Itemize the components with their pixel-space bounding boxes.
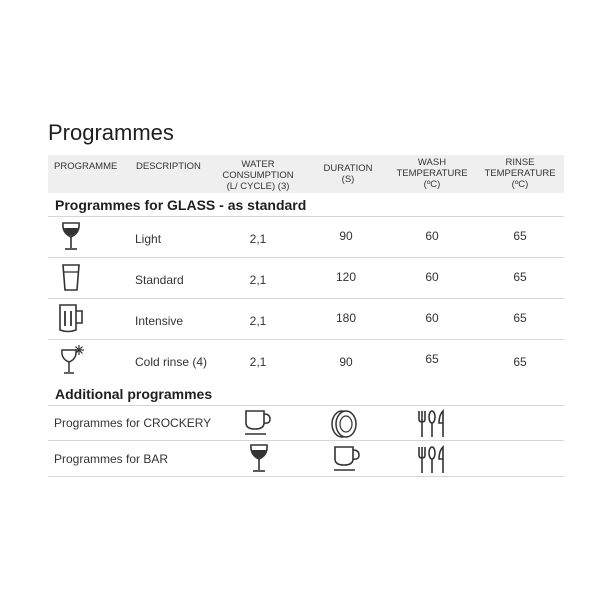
row-duration: 180 (335, 311, 357, 325)
header-rinse-temp: RINSE TEMPERATURE (ºC) (484, 157, 556, 190)
row-duration: 90 (339, 229, 353, 243)
row-water: 2,1 (249, 232, 267, 246)
section-title-additional: Additional programmes (55, 386, 213, 402)
row-description: Intensive (135, 314, 184, 328)
row-wash-temp: 65 (425, 352, 439, 366)
cutlery-icon (417, 445, 447, 475)
table-header (48, 155, 564, 193)
divider (48, 405, 564, 406)
row-wash-temp: 60 (425, 270, 439, 284)
divider (48, 476, 564, 477)
tumbler-glass-icon (61, 263, 81, 293)
row-water: 2,1 (249, 314, 267, 328)
plates-icon (330, 409, 358, 439)
header-description: DESCRIPTION (136, 161, 201, 172)
wine-glass-icon (60, 222, 82, 254)
cutlery-icon (417, 409, 447, 439)
row-description: Standard (135, 273, 184, 287)
divider (48, 257, 564, 258)
cup-icon (244, 409, 272, 437)
row-water: 2,1 (249, 355, 267, 369)
header-programme: PROGRAMME (54, 161, 118, 172)
row-description: Light (135, 232, 162, 246)
divider (48, 216, 564, 217)
header-duration: DURATION (S) (323, 163, 373, 185)
cup-icon (333, 445, 361, 473)
row-rinse-temp: 65 (513, 270, 527, 284)
row-duration: 120 (335, 270, 357, 284)
row-water: 2,1 (249, 273, 267, 287)
row-duration: 90 (339, 355, 353, 369)
additional-row-label: Programmes for BAR (54, 452, 169, 466)
wine-glass-icon (248, 444, 270, 476)
row-rinse-temp: 65 (513, 311, 527, 325)
cold-rinse-glass-icon (60, 344, 86, 376)
row-wash-temp: 60 (425, 311, 439, 325)
divider (48, 440, 564, 441)
row-rinse-temp: 65 (513, 229, 527, 243)
row-wash-temp: 60 (425, 229, 439, 243)
divider (48, 298, 564, 299)
page-title: Programmes (48, 120, 174, 145)
additional-row-label: Programmes for CROCKERY (54, 416, 212, 430)
divider (48, 339, 564, 340)
header-wash-temp: WASH TEMPERATURE (ºC) (396, 157, 468, 190)
row-rinse-temp: 65 (513, 355, 527, 369)
section-title-glass: Programmes for GLASS - as standard (55, 197, 307, 213)
header-water: WATER CONSUMPTION (L/ CYCLE) (3) (222, 159, 294, 192)
row-description: Cold rinse (4) (135, 355, 208, 369)
beer-mug-icon (57, 303, 85, 335)
